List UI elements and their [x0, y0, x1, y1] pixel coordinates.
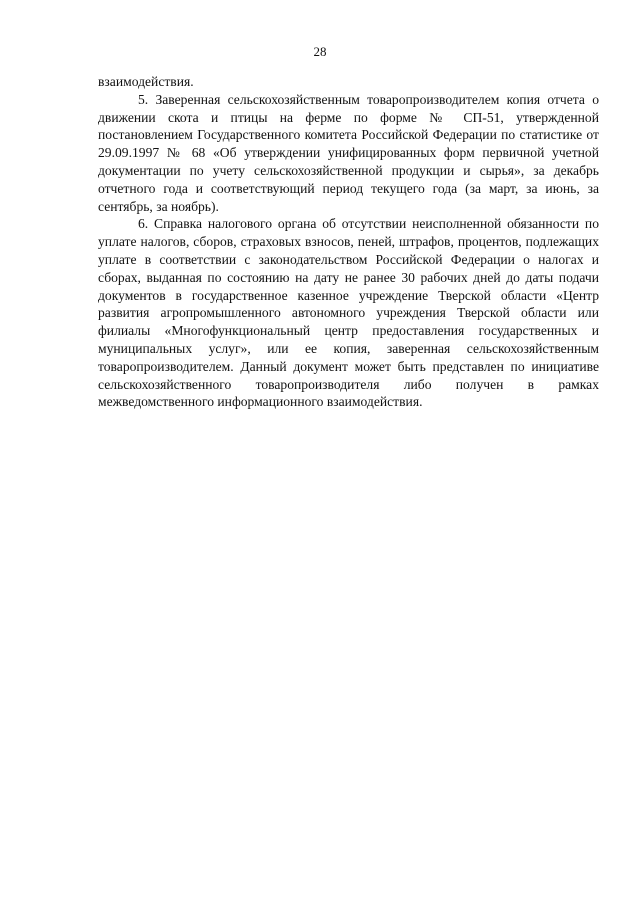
- document-body: [98, 73, 599, 411]
- paragraph-item-6: 6. Справка налогового органа об отсутствии неисполненной обязанности по уплате налогов, сборов, страховых взносов, пеней, штрафов, процентов, подлежащих уплате в соответствии с законодательством Российской Федерации о налогах и сборах, выданная по состоянию на дату не ранее 30 рабочих дней до даты подачи документов в государственное казенное учреждение Тверской области «Центр развития агропромышленного автономного учреждения Тверской области или филиалы «Многофункциональный центр предоставления государственных и муниципальных услуг», или ее копия, заверенная сельскохозяйственным товаропроизводителем. Данный документ может быть представлен по инициативе сельскохозяйственного товаропроизводителя либо получен в рамках межведомственного информационного взаимодействия.: [98, 216, 599, 410]
- paragraph-item-5: 5. Заверенная сельскохозяйственным товаропроизводителем копия отчета о движении скота и птицы на ферме по форме № СП-51, утвержденной постановлением Государственного комитета Российской Федерации по статистике от 29.09.1997 № 68 «Об утверждении унифицированных форм первичной учетной документации по учету сельскохозяйственной продукции и сырья», за декабрь отчетного года и соответствующий период текущего года (за март, за июнь, за сентябрь, за ноябрь).: [98, 91, 599, 214]
- page-number: 28: [313, 44, 327, 59]
- continuation-line: взаимодействия.: [98, 74, 194, 89]
